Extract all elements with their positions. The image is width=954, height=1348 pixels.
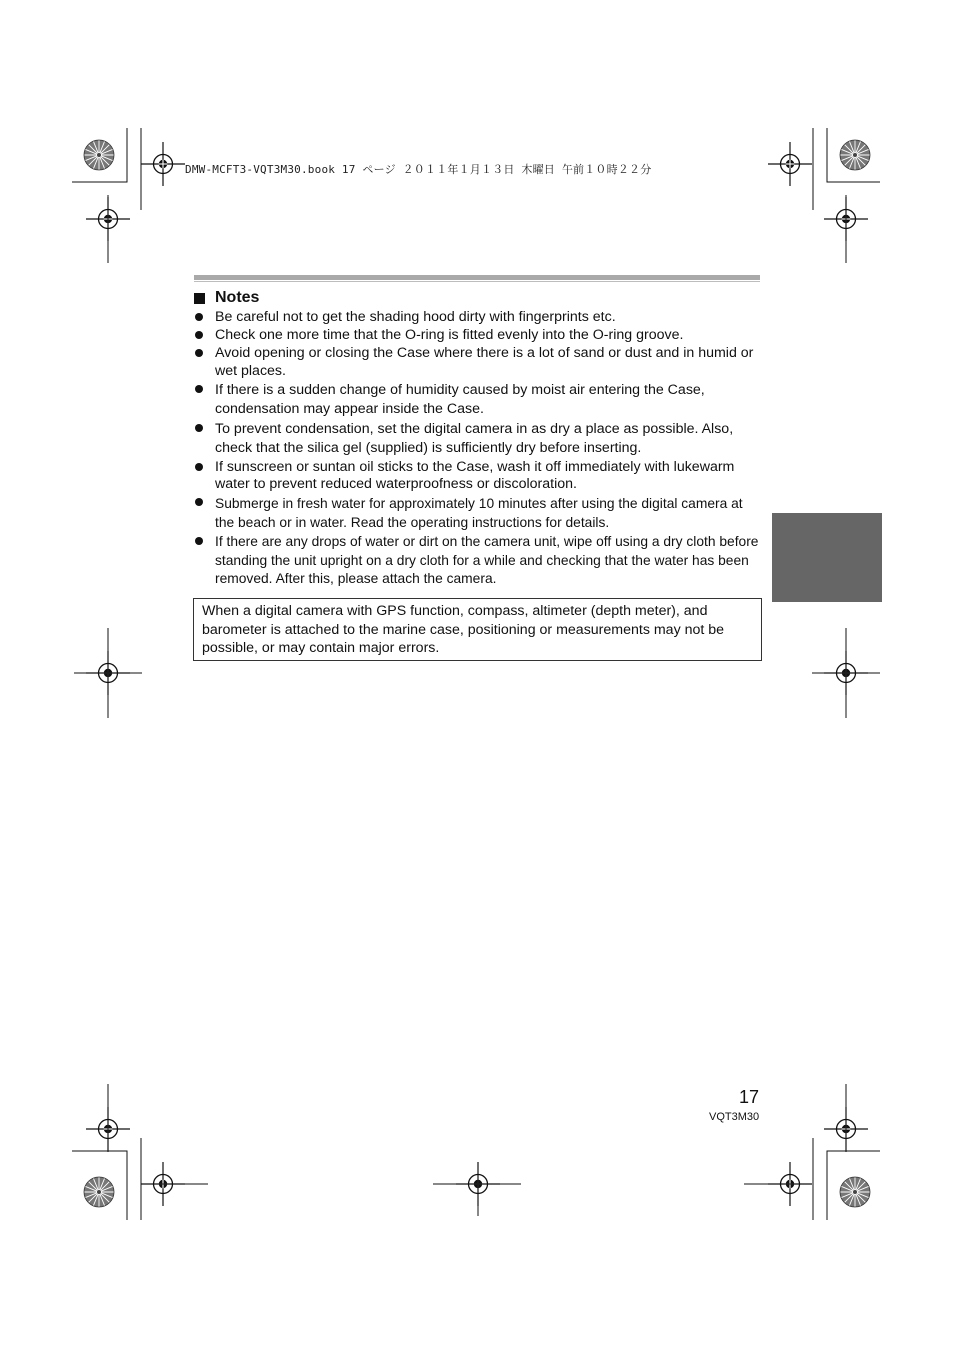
bullet-icon (195, 463, 203, 471)
list-item: Submerge in fresh water for approximately 10 minutes after using the digital camera at the beach or in water. Read the operating instructions for details. (194, 494, 762, 532)
document-code: VQT3M30 (709, 1111, 760, 1123)
list-item: Check one more time that the O-ring is fitted evenly into the O-ring groove. (194, 327, 762, 345)
square-bullet-icon (194, 293, 205, 304)
bullet-icon (195, 349, 203, 357)
caution-box: When a digital camera with GPS function, compass, altimeter (depth meter), and barometer is attached to the marine case, positioning or measurements may not be possible, or may contain major errors. (193, 598, 762, 661)
bullet-icon (195, 537, 203, 545)
bullet-icon (195, 313, 203, 321)
list-item: Be careful not to get the shading hood dirty with fingerprints etc. (194, 309, 762, 327)
chapter-side-tab (772, 513, 882, 602)
bullet-icon (195, 331, 203, 339)
bullet-icon (195, 424, 203, 432)
list-item: Avoid opening or closing the Case where there is a lot of sand or dust and in humid or wet places. (194, 345, 762, 380)
section-rule (194, 275, 760, 282)
bullet-icon (195, 498, 203, 506)
list-item: If sunscreen or suntan oil sticks to the Case, wash it off immediately with lukewarm water to prevent reduced waterproofness or discoloration. (194, 459, 762, 494)
list-item: If there are any drops of water or dirt on the camera unit, wipe off using a dry cloth before standing the unit upright on a dry cloth for a while and checking that the water has been removed. After this, please attach the camera. (194, 533, 762, 589)
bullet-icon (195, 385, 203, 393)
list-item: If there is a sudden change of humidity caused by moist air entering the Case, condensation may appear inside the Case. (194, 381, 762, 419)
print-header: DMW-MCFT3-VQT3M30.book 17 ページ ２０１１年１月１３日 木曜日 午前１０時２２分 (185, 163, 652, 176)
notes-list (194, 309, 762, 589)
page-number: 17 (739, 1087, 760, 1107)
list-item: To prevent condensation, set the digital camera in as dry a place as possible. Also, check that the silica gel (supplied) is sufficiently dry before inserting. (194, 420, 762, 458)
notes-heading (194, 289, 259, 307)
notes-heading-text: Notes (215, 289, 260, 306)
